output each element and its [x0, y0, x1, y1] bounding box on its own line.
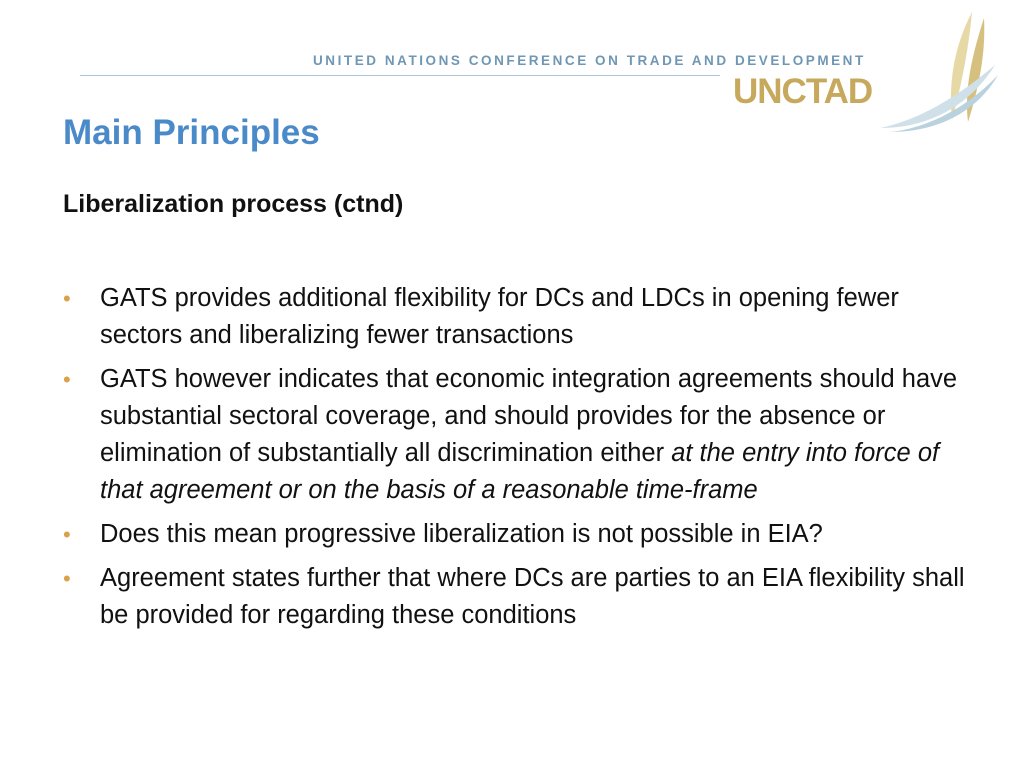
unctad-swoosh-icon	[860, 10, 1000, 135]
bullet-icon: •	[63, 286, 71, 311]
bullet-icon: •	[63, 566, 71, 591]
slide-subtitle: Liberalization process (ctnd)	[63, 190, 404, 218]
bullet-item	[63, 280, 983, 354]
bullet-text: Agreement states further that where DCs are parties to an EIA flexibility shall be provided for regarding these conditions	[100, 564, 965, 629]
bullet-icon: •	[63, 367, 71, 392]
unctad-logo: UNCTAD	[733, 72, 873, 111]
bullet-text: GATS however indicates that economic integration agreements should have substantial sectoral coverage, and should provides for the absence or elimination of substantially all discrimination either	[100, 365, 958, 467]
organization-name: UNITED NATIONS CONFERENCE ON TRADE AND DEVELOPMENT	[313, 53, 866, 68]
bullet-icon: •	[63, 522, 71, 547]
bullet-item	[63, 560, 983, 634]
slide-title: Main Principles	[63, 113, 320, 152]
bullet-text: Does this mean progressive liberalization is not possible in EIA?	[100, 520, 823, 548]
bullet-list	[63, 280, 983, 641]
bullet-item	[63, 516, 983, 553]
bullet-emphasis-text: at the entry into force of that agreement or on the basis of a reasonable time-frame	[100, 439, 940, 504]
header-divider	[80, 75, 720, 76]
bullet-item	[63, 361, 983, 509]
bullet-text: GATS provides additional flexibility for DCs and LDCs in opening fewer sectors and liberalizing fewer transactions	[100, 284, 899, 349]
